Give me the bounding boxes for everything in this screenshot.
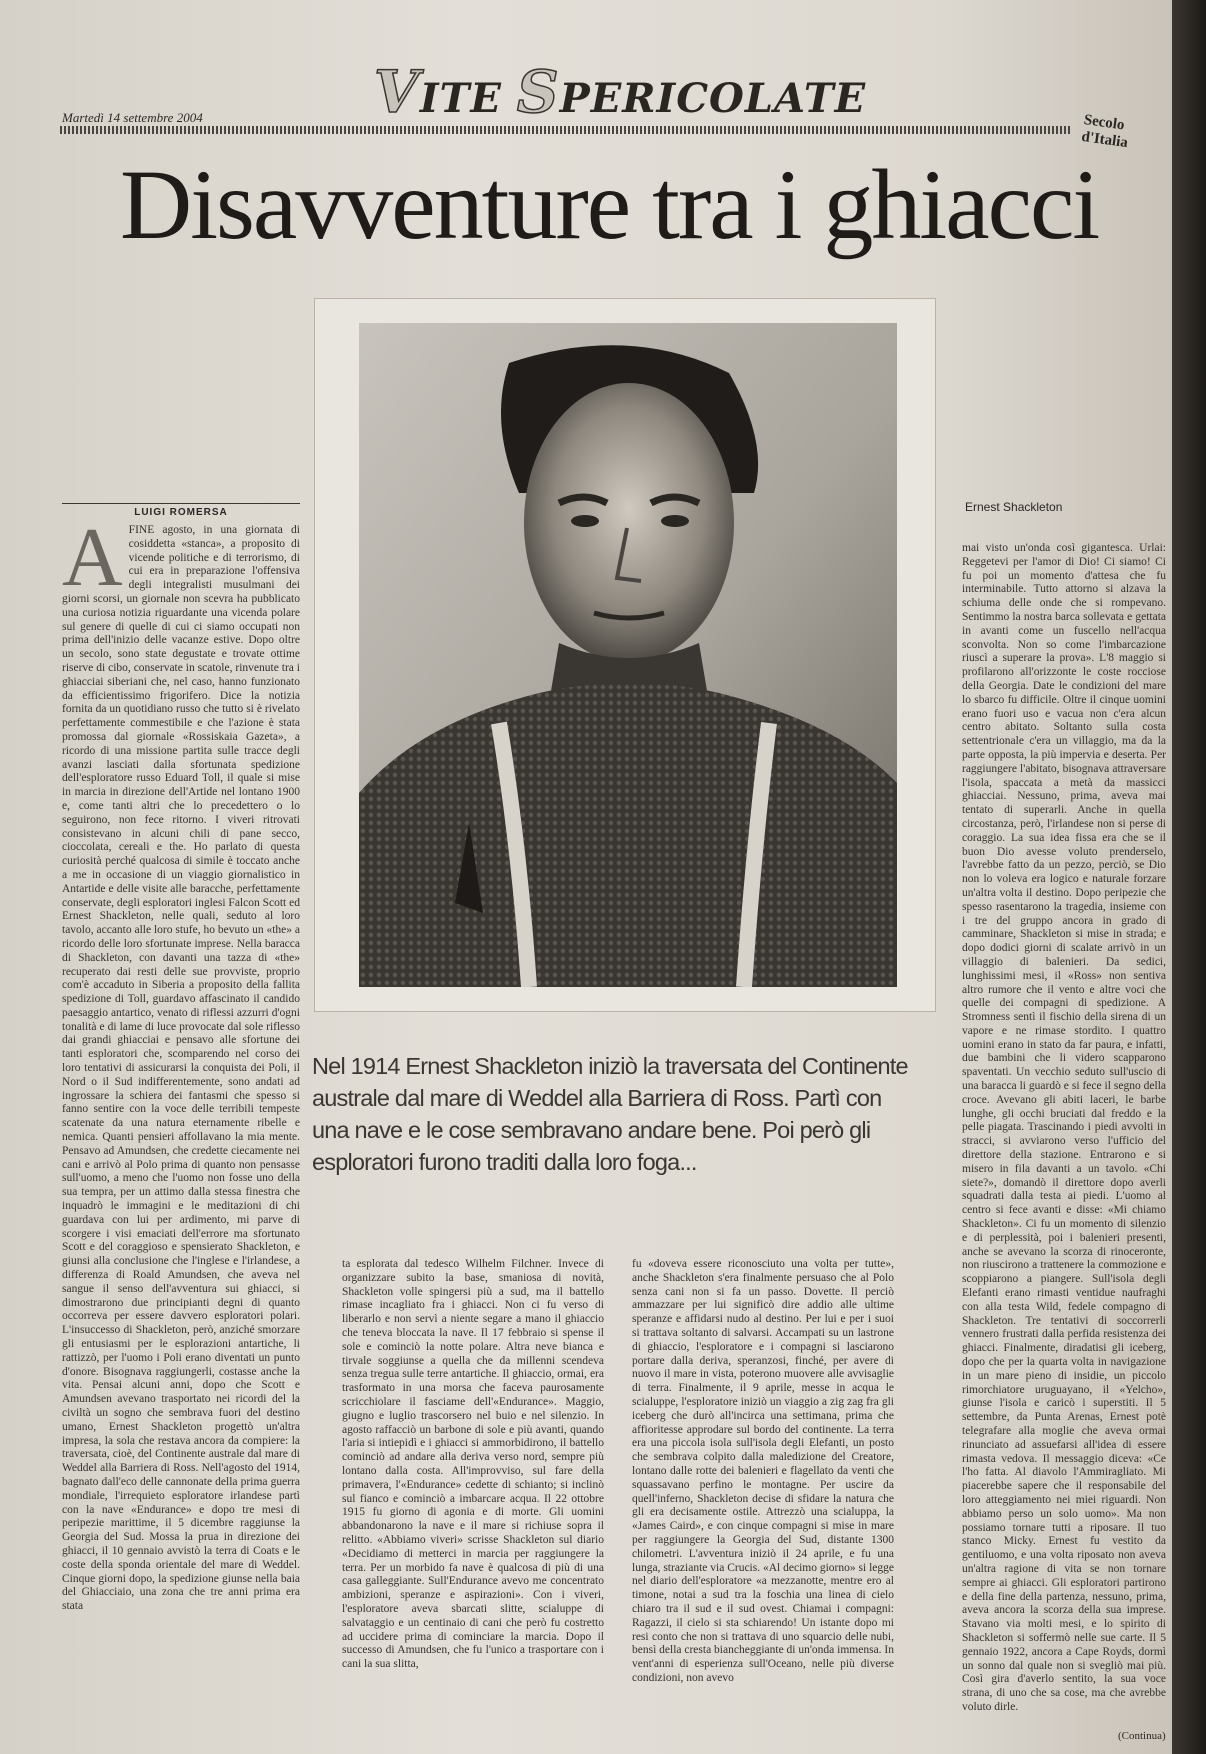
logo-text-pericolate: PERICOLATE <box>559 75 867 122</box>
continua-mark: (Continua) <box>1118 1730 1166 1742</box>
article-column-4 <box>962 542 1166 1742</box>
column-3-text: fu «doveva essere riconosciuto una volta per tutte», anche Shackleton s'era finalmente persuaso che al Polo senza cani non si fa un passo. Dovette. Il perciò ammazzare per lui significò dire addio alle ultime speranze e affidarsi nudo al destino. Per lui e per i suoi si trattava soltanto di salvarsi. Accampati su un lastrone di ghiaccio, l'esploratore e i compagni si lasciarono portare dalla deriva, speranzosi, finché, per avere di nuovo il mare in vista, poterono muovere alle avvisaglie di terra. Finalmente, il 9 aprile, messe in acqua le scialuppe, l'esploratore iniziò un viaggio a zig zag fra gli iceberg che durò all'incirca una settimana, prima che affioritesse approdare sul bordo del continente. La terra era una piccola isola sull'isola degli Elefanti, un posto che sembrava colpito dalla maledizione del Creatore, lontano dalle rotte dei balenieri e flagellato da venti che squassavano perfino le montagne. Per uscire da quell'inferno, Shackleton decise di sfidare la natura che gli era decisamente ostile. Attrezzò una scialuppa, la «James Caird», e con cinque compagni si mise in mare per raggiungere la Georgia del Sud, distante 1300 chilometri. L'avventura iniziò il 24 aprile, e fu una lunga, straziante via Crucis. «Al decimo giorno» si legge nel diario dell'esploratore «a mezzanotte, mentre ero al timone, notai a sud tra la foschia una linea di cielo chiaro tra il sud e il sud ovest. Chiamai i compagni: Ragazzi, il cielo si sta schiarendo! Un istante dopo mi resi conto che non si trattava di uno squarcio delle nubi, bensì della cresta biancheggiante di un'onda immensa. In vent'anni di esperienza sull'Oceano, nelle più diverse condizioni, non avevo <box>632 1258 894 1684</box>
drop-cap: A <box>62 524 123 604</box>
publication-date: Martedì 14 settembre 2004 <box>62 110 203 125</box>
header-rule <box>60 126 1070 134</box>
portrait-photo <box>359 323 897 987</box>
article-column-2 <box>342 1258 604 1738</box>
newspaper-name: Secolo d'Italia <box>1080 112 1129 152</box>
book-binding-edge <box>1172 0 1206 1754</box>
section-logo <box>370 52 870 126</box>
article-headline: Disavventure tra i ghiacci <box>120 149 1099 260</box>
photo-caption: Ernest Shackleton <box>965 500 1063 514</box>
column-1-text: FINE agosto, in una giornata di cosiddetta «stanca», a proposito di vicende politiche e di terrorismo, di cui era in preparazione l'offensiva degli integralisti musulmani dei giorni scorsi, un giornale non scevra ha pubblicato una curiosa notizia riguardante una vicenda polare sul genere di quelle di cui ci siamo occupati non prima dell'inizio delle vacanze estive. Dopo oltre un secolo, sono state degustate e trovate ottime riserve di cibo, conservate in scatole, rinvenute tra i ghiacciai siberiani che, nel caso, hanno funzionato da efficientissimo frigorifero. Dice la notizia fornita da un quotidiano russo che tutto si è rivelato perfettamente commestibile e che l'azione è stata promossa dal giornale «Rossiskaia Gazeta», a ricordo di una missione partita sulle tracce degli avanzi lasciati dalla sfortunata spedizione dell'esploratore russo Eduard Toll, il quale si mise in marcia in direzione dell'Artide nel lontano 1900 e, come tanti altri che lo precedettero o lo seguirono, non fece ritorno. I viveri ritrovati consistevano in alcuni chili di pane secco, cioccolata, cereali e the. Ho parlato di questa curiosità perché qualcosa di simile è toccato anche a me in occasione di un viaggio giornalistico in Antartide e delle visite alle baracche, perfettamente conservate, degli esploratori inglesi Falcon Scott ed Ernest Shackleton, nelle quali, seduto al loro tavolo, accanto alle loro stufe, ho bevuto un «the» a ricordo delle loro sfortunate imprese. Nella baracca di Shackleton, con davanti una tazza di «the» recuperato dai resti delle sue provviste, proprio com'è accaduto in Siberia a proposito della fallita spedizione di Toll, guardavo affascinato il candido paesaggio antartico, venato di riflessi azzurri d'ogni tonalità e di lame di luce provocate dal sole riflesso dai grandi ghiacciai e pensavo alle sfortune dei tanti esploratori che, scomparendo nel corso dei loro tentativi di assicurarsi la conquista dei Poli, il Nord o il Sud indifferentemente, sono andati ad ingrossare la schiera dei fantasmi che spesso si fanno sentire con la voce delle terribili tempeste scatenate da una natura eternamente ribelle e nemica. Quanti pensieri affollavano la mia mente. Pensavo ad Amundsen, che credette ciecamente nei cani e arrivò al Polo prima di quanto non pensasse sull'uomo, a meno che l'uomo non fosse uno della sua tempra, per un attimo dalla stessa finestra che inquadrò le immagini e le meditazioni di chi guardava con lui per ardimento, mi parve di scorgere i visi emaciati dell'errore ma sfortunato Scott e del coraggioso e spensierato Shackleton, e giunsi alla conclusione che l'inglese e l'irlandese, a differenza di Roald Amundsen, che aveva nel sangue il senso dell'avventura sui ghiacci, si dimostrarono due principianti degni di quanto occorreva per essere davvero esploratori polari. L'insuccesso di Shackleton, però, anziché smorzare gli entusiasmi per le esplorazioni antartiche, li rattizzò, per l'uomo i Poli erano diventati un punto d'onore. Bisognava raggiungerli, costasse anche la vita. Pensai alcuni anni, dopo che Scott e Amundsen avevano trasportato nei ricordi del la civiltà un sogno che sembrava fuori del destino umano, Ernest Shackleton progettò un'altra impresa, la sola che restava ancora da compiere: la traversata, cioè, del Continente australe dal mare di Weddel alla Barriera di Ross. Nell'agosto del 1914, bagnato dall'eco delle cannonate della prima guerra mondiale, l'irrequieto esploratore irlandese partì con la nave «Endurance» e dopo tre mesi di peripezie marittime, il 5 dicembre raggiunse la Georgia del Sud. Mossa la prua in direzione dei ghiacci, il 10 gennaio avvistò la terra di Coats e le coste della sponda orientale del mare di Weddel. Cinque giorni dopo, la spedizione giunse nella baia del Ghiacciaio, una zona che tre anni prima era stata <box>62 524 300 1613</box>
column-4-text: mai visto un'onda così gigantesca. Urlai: Reggetevi per l'amor di Dio! Ci siamo! Ci fu poi un momento d'attesa che fu interminabile. Tutto attorno si alzava la schiuma delle onde che si rompevano. Sentimmo la nostra barca sollevata e gettata in avanti come un fuscello nell'acqua sconvolta. Non so come l'imbarcazione riuscì a superare la prova». L'8 maggio si profilarono all'orizzonte le coste rocciose della Georgia. Date le condizioni del mare lo sbarco fu difficile. Oltre il cinque uomini erano fuori uso e vacua non c'era alcun centro abitato. Soltanto sulla costa settentrionale c'era un villaggio, ma da la parte opposta, la più impervia e deserta. Per raggiungere l'abitato, bisognava attraversare l'isola, spaccata a metà da massicci ghiacciai. Nessuno, prima, aveva mai tentato di superarli. Anche in quella circostanza, però, l'irlandese non si perse di coraggio. La sua idea fissa era che se il buon Dio avesse voluto prenderselo, l'avrebbe fatto da un pezzo, perciò, se Dio non lo voleva era logico e naturale forzare un'altra volta il destino. Dopo peripezie che spesso rasentarono la tragedia, insieme con i tre del gruppo ancora in grado di camminare, Shackleton si mise in strada; e dopo dodici giorni di scalate arrivò in un villaggio di balenieri. Da sedici, lunghissimi mesi, il «Ross» non sentiva altro rumore che il vento e altre voci che quelle dei compagni di spedizione. A Stromness sentì il fischio della sirena di un vapore e ne rimase stordito. I quattro uomini erano in stato da far paura, e infatti, due bambini che li videro scapparono spaventati. Un vecchio seduto sull'uscio di una baracca li guardò e si fece il segno della croce. Avevano gli abiti laceri, le barbe lunghe, gli occhi bruciati dal freddo e la pelle piagata. Trascinando i piedi avvolti in stracci, si avviarono verso l'ufficio del direttore della stazione. Entrarono e si misero in fila davanti a un tavolo. «Chi siete?», domandò il direttore dopo averli squadrati dalla testa ai piedi. L'uomo al centro si fece avanti e disse: «Mi chiamo Shackleton». Ci fu un momento di silenzio e di perplessità, poi i balenieri presenti, anche se avevano la scorza di rinoceronte, non riuscirono a trattenere la commozione e scoppiarono a piangere. Sull'isola degli Elefanti erano rimasti ventidue naufraghi con alla testa Wild, fedele compagno di Shackleton. Tre tentativi di soccorrerli vennero frustrati dalla perfida resistenza dei ghiacci. Finalmente, diradatisi gli iceberg, dopo che per la quarta volta in navigazione in un mare pieno di insidie, un piccolo rimorchiatore uruguayano, il «Yelcho», giunse l'isola e caricò i superstiti. Il 5 settembre, da Punta Arenas, Ernest potè telegrafare alla moglie che aveva ormai rinunciato ad assuefarsi all'idea di essere rimasta vedova. Il messaggio diceva: «Ce l'ho fatta. Al diavolo l'Ammiragliato. Mi piacerebbe sapere che il responsabile del loro atteggiamento nei miei riguardi. Non abbiamo perso un solo uomo». Ma non possiamo tornare tutti a riposare. Il tuo stanco Micky. Ernest fu vestito da gentiluomo, e una volta riposato non aveva un'altra ragione di vita se non tornare sempre ai ghiacci. Gli esploratori partirono e della fine della partenza, nessuno, prima, aveva ancora la scorza della sua imprese. Stavano via molti mesi, e lo spirito di Shackleton si soffermò nelle sue carte. Il 5 gennaio 1922, ancora a Cape Royds, dormì un sonno dal quale non si svegliò mai più. Così gira d'averlo sentito, la sua voce strana, di uno che sa cose, ma che avrebbe voluto dirle. <box>962 542 1166 1713</box>
logo-cap-s: S <box>516 58 560 126</box>
author-byline: LUIGI ROMERSA <box>62 503 300 518</box>
article-deck: Nel 1914 Ernest Shackleton iniziò la traversata del Continente australe dal mare di Weddel alla Barriera di Ross. Partì con una nave e le cose sembravano andare bene. Poi però gli esploratori furono traditi dalla loro foga... <box>312 1053 908 1175</box>
photo-frame <box>314 298 936 1012</box>
article-column-1 <box>62 524 300 1736</box>
column-2-text: ta esplorata dal tedesco Wilhelm Filchner. Invece di organizzare subito la base, smaniosa di novità, Shackleton volle spingersi più a sud, ma il battello rimase incagliato fra i ghiacci. Non ci fu verso di liberarlo e non servì a niente segare a mano il ghiaccio che teneva bloccata la nave. Il 17 febbraio si spense il sole e cominciò la notte polare. Altra neve bianca e tirvale soggiunse a quella che da millenni scendeva senza tregua sulle terre antartiche. Il ghiaccio, ormai, era trasformato in una morsa che faceva paurosamente scricchiolare il fasciame dell'«Endurance». Maggio, giugno e luglio trascorsero nel buio e nel silenzio. In agosto raffacciò un barbone di sole e più avanti, quando l'aria si intiepidì e i ghiacci si ammorbidirono, il battello cominciò ad andare alla deriva verso nord, sempre più lontano dalla costa. All'improvviso, sul fare della primavera, l'«Endurance» cedette di schianto; si inclinò sul fianco e cominciò a imbarcare acqua. Il 22 ottobre 1915 fu giorno di agonia e di morte. Gli uomini abbandonarono la nave e il mare si richiuse sopra il relitto. «Abbiamo viveri» scrisse Shackleton sul diario «Decidiamo di metterci in marcia per raggiungere la terra. Per un morbido fa nave è qualcosa di più di una casa galleggiante. Sull'Endurance avevo me concentrato ambizioni, speranze e aspirazioni». Con i viveri, l'esploratore aveva sbarcati slitte, scialuppe di salvataggio e un centinaio di cani che però fu costretto ad uccidere prima di cominciare la marcia. Dopo il successo di Amundsen, che fu l'unico a trasportare con i cani la sua slitta, <box>342 1258 604 1671</box>
logo-text-ite: ITE <box>419 75 517 122</box>
logo-cap-v: V <box>373 58 420 126</box>
article-column-3 <box>632 1258 894 1738</box>
